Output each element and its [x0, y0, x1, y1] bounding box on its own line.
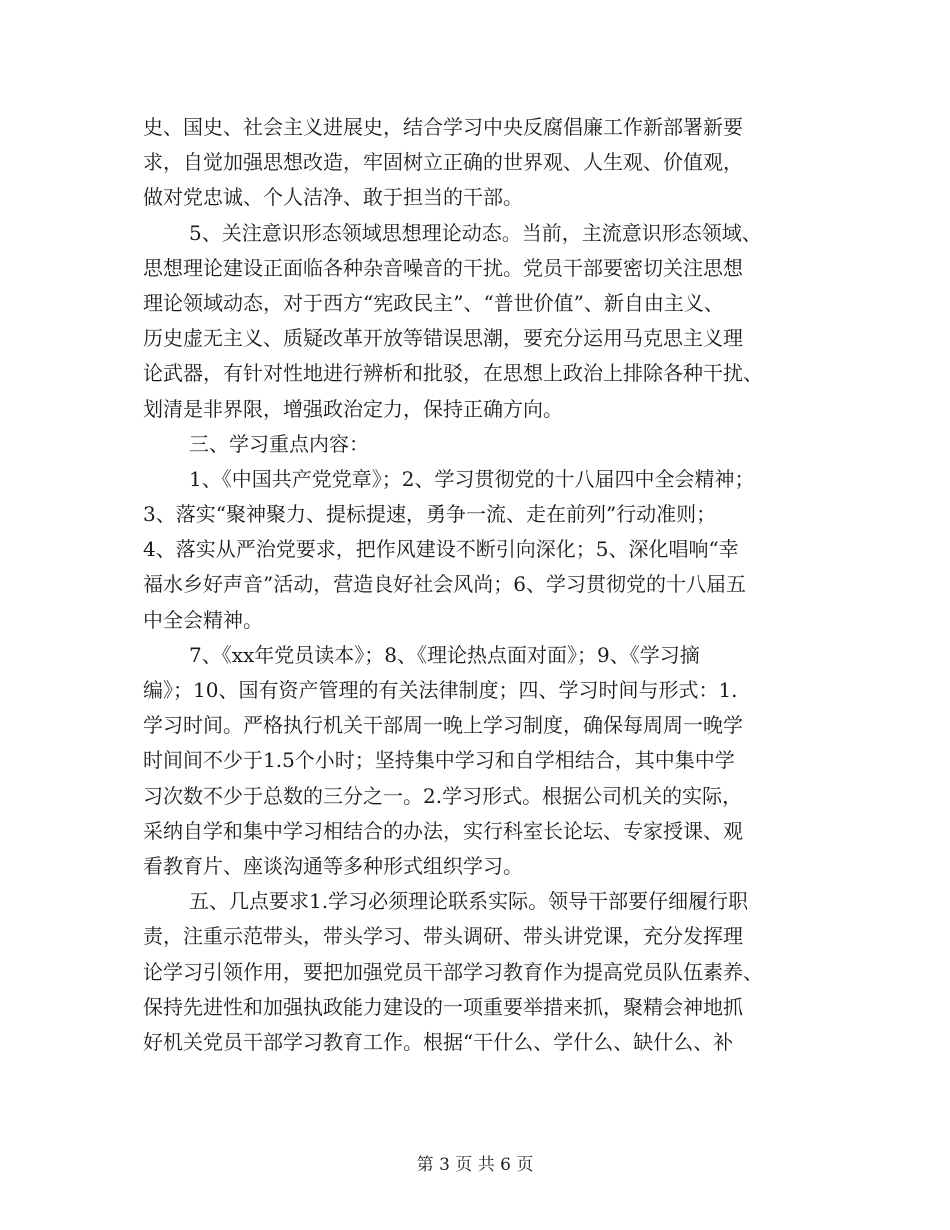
text-line: 看教育片、座谈沟通等多种形式组织学习。	[143, 853, 523, 878]
text-line: 时间间不少于1.5个小时；坚持集中学习和自学相结合，其中集中学	[143, 748, 735, 773]
text-line: 4、落实从严治党要求，把作风建设不断引向深化；5、深化唱响“幸	[143, 537, 739, 562]
text-line: 习次数不少于总数的三分之一。2.学习形式。根据公司机关的实际，	[143, 783, 743, 808]
text-line: 思想理论建设正面临各种杂音噪音的干扰。党员干部要密切关注思想	[143, 255, 743, 280]
text-line: 1、《中国共产党党章》；2、学习贯彻党的十八届四中全会精神；	[189, 466, 755, 491]
text-line: 采纳自学和集中学习相结合的办法，实行科室长论坛、专家授课、观	[143, 818, 743, 843]
text-line: 保持先进性和加强执政能力建设的一项重要举措来抓，聚精会神地抓	[143, 994, 743, 1019]
text-line: 学习时间。严格执行机关干部周一晚上学习制度，确保每周周一晚学	[143, 713, 743, 738]
text-line: 中全会精神。	[143, 607, 263, 632]
text-line: 理论领域动态，对于西方“宪政民主”、“普世价值”、新自由主义、	[143, 290, 724, 315]
page-number-footer: 第 3 页 共 6 页	[416, 1155, 534, 1175]
body-text	[143, 110, 807, 1060]
text-line: 福水乡好声音”活动，营造良好社会风尚；6、学习贯彻党的十八届五	[143, 572, 746, 597]
text-line: 史、国史、社会主义进展史，结合学习中央反腐倡廉工作新部署新要	[143, 115, 743, 139]
text-line: 好机关党员干部学习教育工作。根据“干什么、学什么、缺什么、补	[143, 1029, 734, 1054]
text-line: 五、几点要求1.学习必须理论联系实际。领导干部要仔细履行职	[189, 889, 749, 914]
text-line: 编》；10、国有资产管理的有关法律制度；四、学习时间与形式：1.	[143, 678, 738, 702]
text-line: 求，自觉加强思想改造，牢固树立正确的世界观、人生观、价值观，	[143, 150, 743, 175]
text-line: 5、关注意识形态领域思想理论动态。当前，主流意识形态领域、	[189, 220, 762, 245]
text-line: 做对党忠诚、个人洁净、敢于担当的干部。	[143, 185, 523, 210]
text-line: 论学习引领作用，要把加强党员干部学习教育作为提高党员队伍素养、	[143, 959, 763, 984]
text-line: 责，注重示范带头，带头学习、带头调研、带头讲党课，充分发挥理	[143, 924, 743, 949]
text-line: 划清是非界限，增强政治定力，保持正确方向。	[143, 396, 563, 421]
text-line: 论武器，有针对性地进行辨析和批驳，在思想上政治上排除各种干扰、	[143, 361, 763, 386]
text-line: 三、学习重点内容：	[189, 431, 369, 456]
text-line: 历史虚无主义、质疑改革开放等错误思潮，要充分运用马克思主义理	[143, 326, 743, 351]
text-line: 7、《xx年党员读本》；8、《理论热点面对面》；9、《学习摘	[189, 642, 700, 667]
text-line: 3、落实“聚神聚力、提标提速，勇争一流、走在前列”行动准则；	[143, 502, 717, 527]
